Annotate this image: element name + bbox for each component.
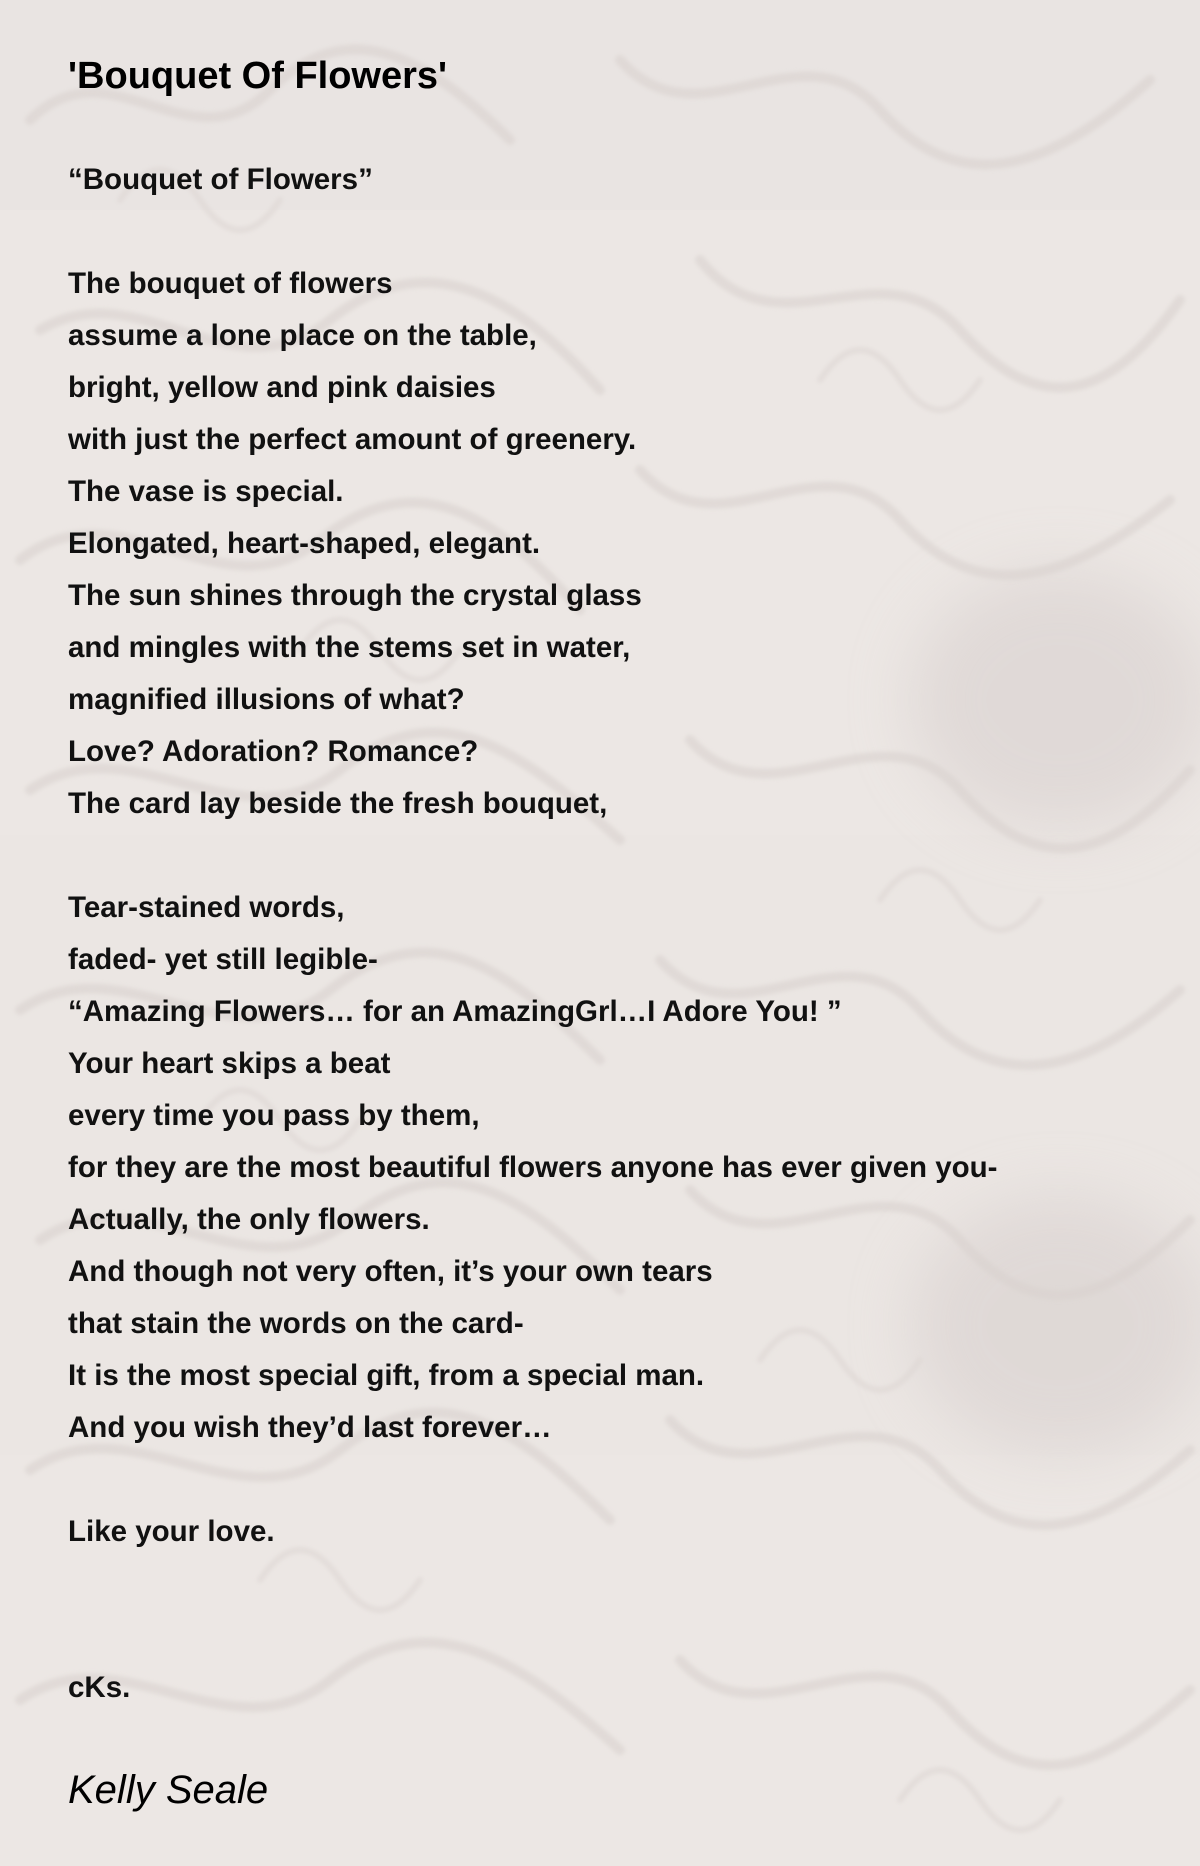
blank-line xyxy=(68,1558,1168,1610)
poem-title: 'Bouquet Of Flowers' xyxy=(68,55,448,97)
poem-line: And though not very often, it’s your own tears xyxy=(68,1255,713,1288)
poem-line: that stain the words on the card- xyxy=(68,1307,524,1340)
poem-line: Actually, the only flowers. xyxy=(68,1203,430,1236)
poem-line: every time you pass by them, xyxy=(68,1099,480,1132)
poem-line: The sun shines through the crystal glass xyxy=(68,579,642,612)
blank-line xyxy=(68,206,1168,258)
poem-line: Tear-stained words, xyxy=(68,891,345,924)
poem-line: It is the most special gift, from a special man. xyxy=(68,1359,705,1392)
poem-line: with just the perfect amount of greenery. xyxy=(68,423,637,456)
poem-line: magnified illusions of what? xyxy=(68,683,465,716)
poem-line: assume a lone place on the table, xyxy=(68,319,537,352)
poem-line: cKs. xyxy=(68,1671,131,1704)
blank-line xyxy=(68,830,1168,882)
poem-line: “Amazing Flowers… for an AmazingGrl…I Adore You! ” xyxy=(68,995,842,1028)
blank-line xyxy=(68,1454,1168,1506)
poem-line: The bouquet of flowers xyxy=(68,267,393,300)
poem-line: Love? Adoration? Romance? xyxy=(68,735,479,768)
blank-line xyxy=(68,1610,1168,1662)
poem-line: for they are the most beautiful flowers anyone has ever given you- xyxy=(68,1151,998,1184)
poem-body xyxy=(68,154,1168,1714)
poem-line: Your heart skips a beat xyxy=(68,1047,391,1080)
poem-line: The card lay beside the fresh bouquet, xyxy=(68,787,608,820)
poem-line: bright, yellow and pink daisies xyxy=(68,371,496,404)
poem-line: and mingles with the stems set in water, xyxy=(68,631,631,664)
poem-author: Kelly Seale xyxy=(68,1768,269,1812)
poem-line: And you wish they’d last forever… xyxy=(68,1411,552,1444)
poem-line: The vase is special. xyxy=(68,475,344,508)
poem-line: Like your love. xyxy=(68,1515,275,1548)
poem-line: “Bouquet of Flowers” xyxy=(68,163,373,196)
poem-line: faded- yet still legible- xyxy=(68,943,378,976)
poem-line: Elongated, heart-shaped, elegant. xyxy=(68,527,541,560)
